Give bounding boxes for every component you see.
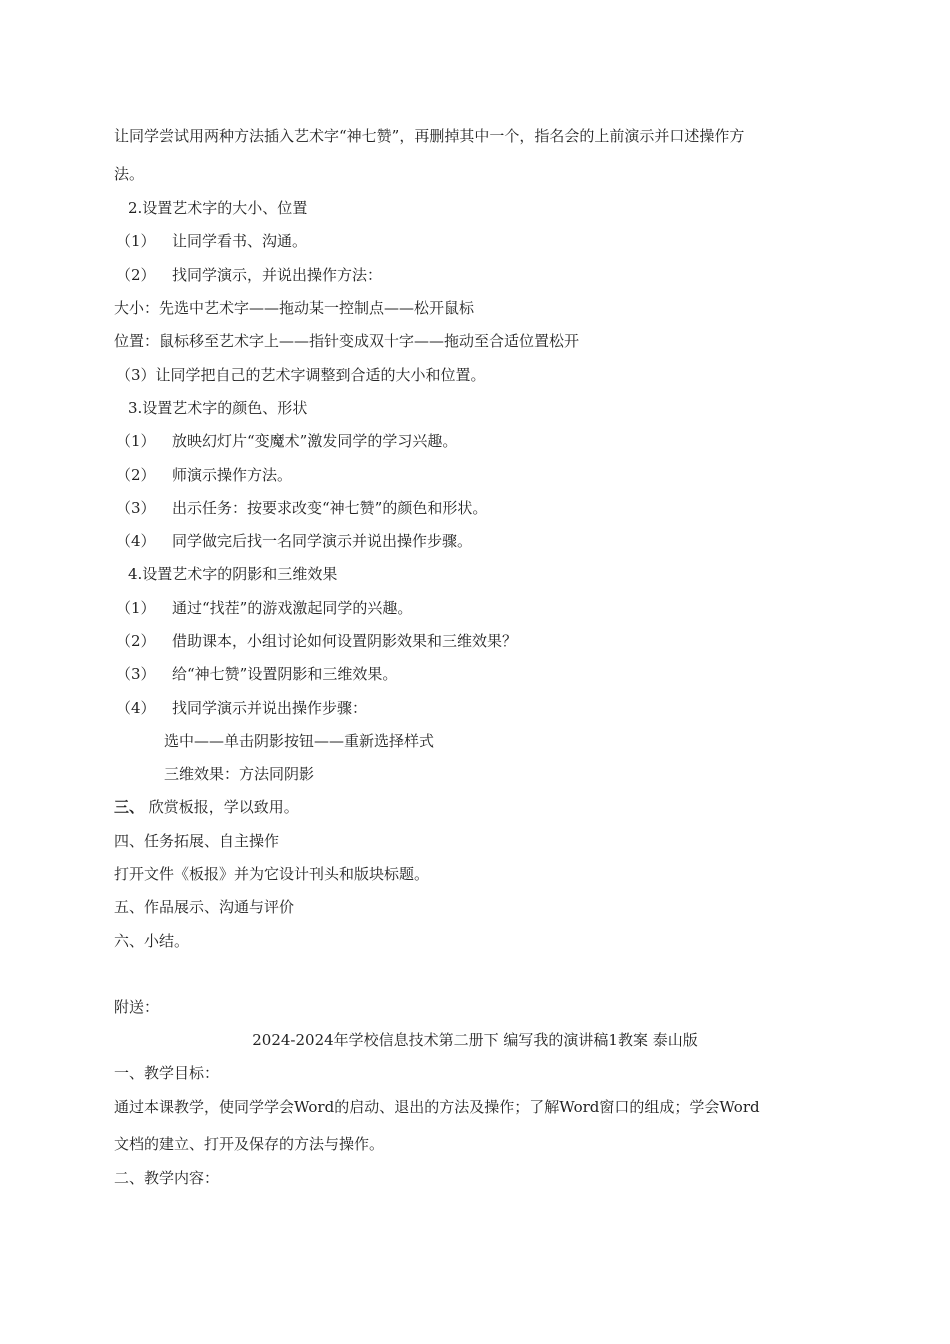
- list-item: [116, 231, 307, 251]
- section-heading: [114, 797, 299, 817]
- section-heading: 六、小结。: [114, 932, 190, 950]
- list-text: 通过“找茬”的游戏激起同学的兴趣。: [172, 599, 413, 617]
- section-number: 三、: [114, 798, 145, 816]
- section-heading: 2.设置艺术字的大小、位置: [128, 199, 308, 217]
- paragraph-line: 大小：先选中艺术字——拖动某一控制点——松开鼠标: [114, 299, 475, 317]
- section-title: 欣赏板报，学以致用。: [148, 798, 299, 816]
- document-title: 2024-2024年学校信息技术第二册下 编写我的演讲稿1教案 泰山版: [252, 1031, 698, 1049]
- appendix-label: 附送：: [114, 998, 160, 1016]
- section-heading: 二、教学内容：: [114, 1169, 220, 1187]
- list-number: （1）: [116, 432, 156, 450]
- list-number: （3）: [116, 499, 156, 517]
- list-item: [116, 465, 292, 485]
- list-item: [116, 431, 457, 451]
- paragraph-line: 通过本课教学，使同学学会Word的启动、退出的方法及操作；了解Word窗口的组成；学会Word: [114, 1098, 760, 1116]
- list-item: [116, 531, 472, 551]
- list-number: （2）: [116, 632, 156, 650]
- list-item: [116, 265, 382, 285]
- list-item: [116, 598, 412, 618]
- list-text: 让同学看书、沟通。: [172, 232, 308, 250]
- section-heading: 四、任务拓展、自主操作: [114, 832, 280, 850]
- list-number: （1）: [116, 599, 156, 617]
- list-item: [116, 698, 367, 718]
- list-number: （2）: [116, 266, 156, 284]
- paragraph-line: 位置：鼠标移至艺术字上——指针变成双十字——拖动至合适位置松开: [114, 332, 580, 350]
- list-number: （4）: [116, 532, 156, 550]
- paragraph-line: 让同学尝试用两种方法插入艺术字“神七赞”，再删掉其中一个，指名会的上前演示并口述操作方: [114, 127, 745, 145]
- paragraph-line: 打开文件《板报》并为它设计刊头和版块标题。: [114, 865, 430, 883]
- paragraph-line: 三维效果：方法同阴影: [164, 765, 315, 783]
- list-text: 找同学演示，并说出操作方法：: [172, 266, 383, 284]
- list-item: [116, 631, 517, 651]
- section-heading: 3.设置艺术字的颜色、形状: [128, 399, 308, 417]
- list-number: （3）: [116, 665, 156, 683]
- list-text: 同学做完后找一名同学演示并说出操作步骤。: [172, 532, 473, 550]
- section-heading: 一、教学目标：: [114, 1064, 220, 1082]
- list-item: （3）让同学把自己的艺术字调整到合适的大小和位置。: [116, 366, 486, 384]
- paragraph-line: 文档的建立、打开及保存的方法与操作。: [114, 1135, 385, 1153]
- list-item: [116, 664, 397, 684]
- list-number: （4）: [116, 699, 156, 717]
- section-heading: 五、作品展示、沟通与评价: [114, 898, 295, 916]
- section-heading: 4.设置艺术字的阴影和三维效果: [128, 565, 338, 583]
- list-item: [116, 498, 487, 518]
- paragraph-line: 选中——单击阴影按钮——重新选择样式: [164, 732, 435, 750]
- list-text: 放映幻灯片“变魔术”激发同学的学习兴趣。: [172, 432, 458, 450]
- list-text: 出示任务：按要求改变“神七赞”的颜色和形状。: [172, 499, 488, 517]
- list-text: 找同学演示并说出操作步骤：: [172, 699, 368, 717]
- list-number: （2）: [116, 466, 156, 484]
- list-number: （1）: [116, 232, 156, 250]
- list-text: 借助课本，小组讨论如何设置阴影效果和三维效果？: [172, 632, 518, 650]
- list-text: 给“神七赞”设置阴影和三维效果。: [172, 665, 398, 683]
- list-text: 师演示操作方法。: [172, 466, 293, 484]
- paragraph-line: 法。: [114, 165, 145, 183]
